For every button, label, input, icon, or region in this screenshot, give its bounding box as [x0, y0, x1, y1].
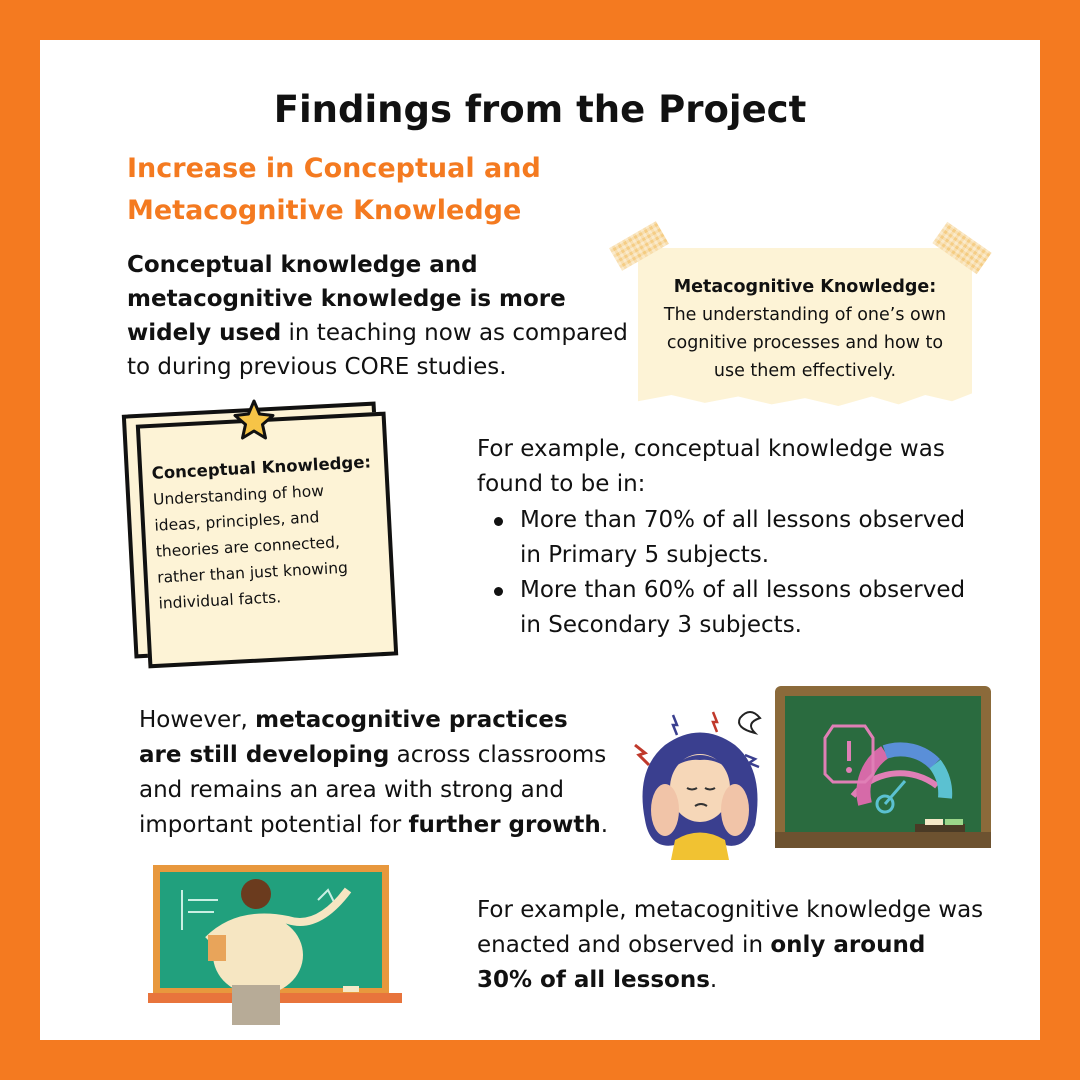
- however-paragraph: [139, 703, 609, 843]
- example-conceptual-list: [477, 503, 987, 643]
- stressed-student-illustration: [625, 700, 775, 860]
- however-text-2: across classrooms and remains an area with strong and important potential for: [139, 742, 607, 838]
- example2-bold: only around 30% of all lessons: [477, 932, 926, 993]
- metacognitive-note-heading: Metacognitive Knowledge:: [673, 277, 937, 297]
- teacher-chalkboard-illustration: [148, 860, 402, 1025]
- conceptual-note-body: Understanding of how ideas, principles, and theories are connected, rather than just knowing individual facts.: [152, 481, 349, 613]
- however-text-3: .: [600, 812, 609, 838]
- however-bold-2: further growth: [408, 812, 601, 838]
- conceptual-note-heading: Conceptual Knowledge:: [151, 452, 372, 483]
- subtitle-line-1: Increase in Conceptual and: [127, 153, 541, 184]
- however-bold-1: metacognitive practices are still developing: [139, 707, 568, 768]
- intro-bold: Conceptual knowledge and metacognitive knowledge is more widely used: [127, 252, 566, 346]
- example2-text-2: .: [709, 967, 718, 993]
- example-conceptual-lead: For example, conceptual knowledge was found to be in:: [477, 436, 945, 497]
- metacognitive-note: [650, 273, 960, 385]
- intro-rest: in teaching now as compared to during previous CORE studies.: [127, 320, 628, 380]
- intro-paragraph: [127, 248, 632, 384]
- list-item: More than 60% of all lessons observed in Secondary 3 subjects.: [477, 573, 987, 643]
- page-title: Findings from the Project: [273, 88, 807, 131]
- however-text-1: However,: [139, 707, 256, 733]
- metacognitive-note-body: The understanding of one’s own cognitive processes and how to use them effectively.: [663, 305, 947, 381]
- conceptual-note: [151, 449, 379, 616]
- subtitle-line-2: Metacognitive Knowledge: [127, 195, 522, 226]
- section-subtitle: [127, 148, 587, 232]
- example2-text-1: For example, metacognitive knowledge was enacted and observed in: [477, 897, 984, 958]
- chalkboard-gauge-illustration: [775, 686, 991, 848]
- star-icon: [230, 397, 278, 445]
- example-metacognitive-paragraph: [477, 893, 987, 998]
- list-item: More than 70% of all lessons observed in Primary 5 subjects.: [477, 503, 987, 573]
